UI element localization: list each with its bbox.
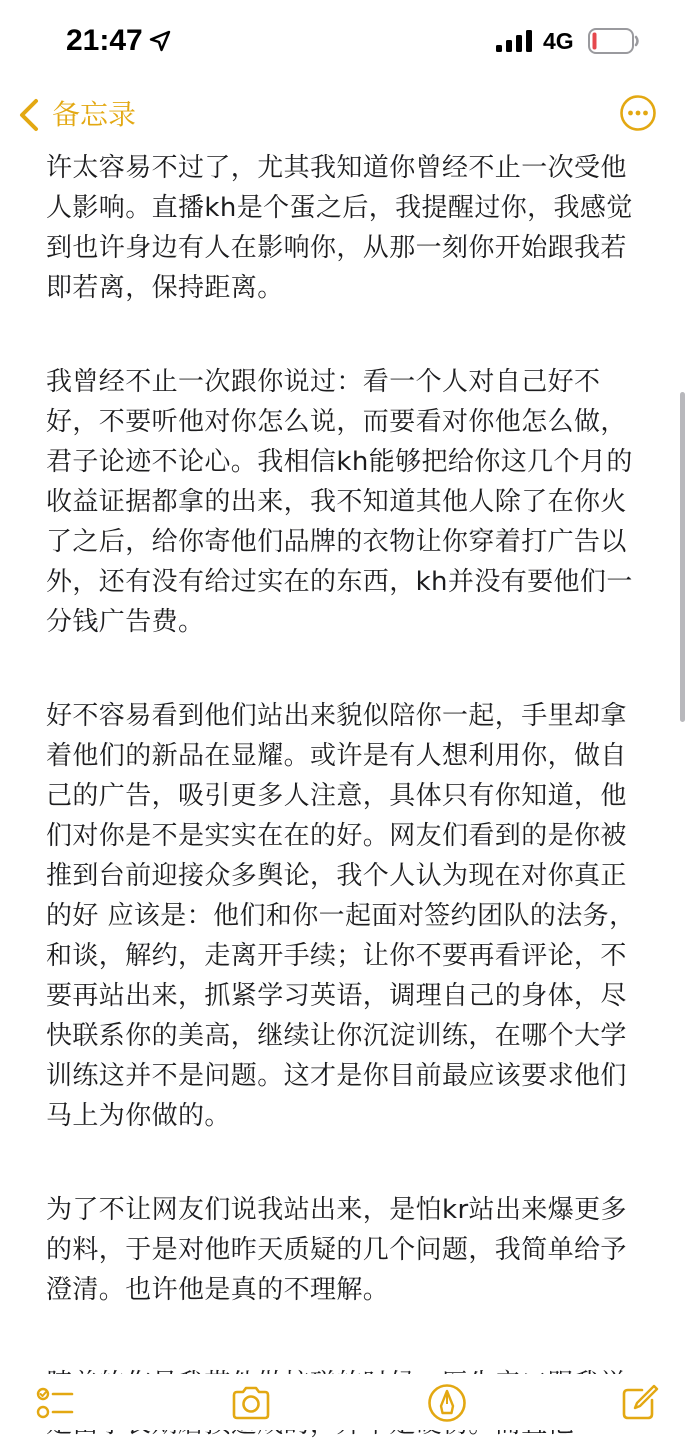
camera-button[interactable] (230, 1382, 272, 1424)
compose-icon (618, 1382, 660, 1424)
cellular-signal-icon (496, 30, 534, 52)
note-paragraph: 许太容易不过了，尤其我知道你曾经不止一次受他人影响。直播kh是个蛋之后，我提醒过你，我感觉到也许身边有人在影响你，从那一刻你开始跟我若即若离，保持距离。 (46, 153, 633, 303)
note-body[interactable] (46, 148, 646, 1373)
scrollbar[interactable] (680, 392, 685, 722)
location-arrow-icon (148, 29, 172, 53)
back-button[interactable] (18, 90, 136, 140)
status-time: 21:47 (66, 24, 143, 57)
ellipsis-circle-icon[interactable] (619, 94, 657, 132)
markup-button[interactable] (426, 1382, 468, 1424)
note-paragraph: 我曾经不止一次跟你说过：看一个人对自己好不好，不要听他对你怎么说，而要看对你他怎么做，君子论迹不论心。我相信kh能够把给你这几个月的收益证据都拿的出来，我不知道其他人除了在你火了之后，给你寄他们品牌的衣物让你穿着打广告以外，还有没有给过实在的东西，kh并没有要他们一分钱广告费。 (46, 367, 633, 637)
back-label: 备忘录 (52, 98, 137, 131)
network-type: 4G (543, 28, 574, 54)
chevron-left-icon (18, 98, 40, 132)
bottom-toolbar (0, 1374, 690, 1430)
compose-button[interactable] (618, 1382, 660, 1424)
battery-low-icon (588, 28, 640, 54)
nav-bar (0, 84, 690, 144)
status-bar (0, 0, 690, 84)
note-paragraph: 好不容易看到他们站出来貌似陪你一起，手里却拿着他们的新品在显耀。或许是有人想利用你，做自己的广告，吸引更多人注意，具体只有你知道，他们对你是不是实实在在的好。网友们看到的是你被推到台前迎接众多舆论，我个人认为现在对你真正的好 应该是：他们和你一起面对签约团队的法务，和谈，解约，走离开手续；让你不要再看评论，不要再站出来，抓紧学习英语，调理自己的身体，尽快联系你的美高，继续让你沉淀训练，在哪个大学训练这并不是问题。这才是你目前最应该要求他们马上为你做的。 (46, 701, 636, 1131)
markup-pen-icon (426, 1382, 468, 1424)
camera-icon (230, 1382, 272, 1424)
checklist-button[interactable] (34, 1382, 76, 1424)
checklist-icon (34, 1382, 76, 1424)
note-paragraph: 为了不让网友们说我站出来，是怕kr站出来爆更多的料，于是对他昨天质疑的几个问题，我简单给予澄清。也许他是真的不理解。 (46, 1195, 627, 1305)
